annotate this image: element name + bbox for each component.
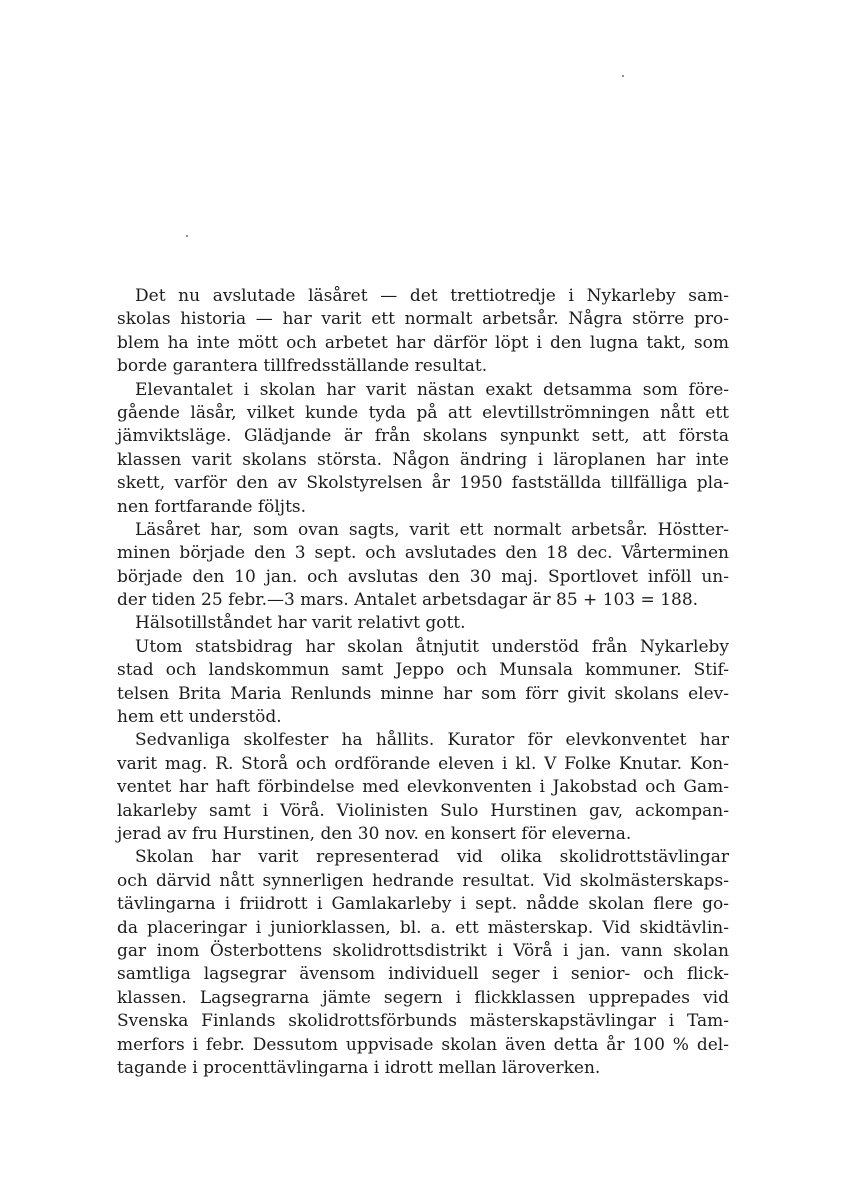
text-line: jämviktsläge. Glädjande är från skolans synpunkt sett, att första: [117, 426, 729, 447]
text-line: hem ett understöd.: [117, 707, 282, 728]
paragraph: [117, 636, 729, 730]
print-speck: [186, 235, 188, 237]
text-line: Det nu avslutade läsåret — det trettiotredje i Nykarleby sam-: [135, 286, 729, 306]
text-line: tävlingarna i friidrott i Gamlakarleby i sept. nådde skolan flere go-: [117, 894, 729, 915]
text-line: varit mag. R. Storå och ordförande eleven i kl. V Folke Knutar. Kon-: [117, 753, 729, 774]
text-line: skolas historia — har varit ett normalt arbetsår. Några större pro-: [117, 309, 729, 330]
text-line: och därvid nått synnerligen hedrande resultat. Vid skolmästerskaps-: [117, 870, 729, 891]
text-line: gående läsår, vilket kunde tyda på att elevtillströmningen nått ett: [117, 402, 729, 423]
text-line: merfors i febr. Dessutom uppvisade skolan även detta år 100 % del-: [117, 1034, 729, 1055]
text-line: började den 10 jan. och avslutas den 30 maj. Sportlovet inföll un-: [117, 566, 729, 587]
text-line: jerad av fru Hurstinen, den 30 nov. en konsert för eleverna.: [117, 823, 632, 844]
paragraph: [117, 846, 729, 1080]
text-line: stad och landskommun samt Jeppo och Munsala kommuner. Stif-: [117, 660, 729, 681]
text-line: Läsåret har, som ovan sagts, varit ett normalt arbetsår. Höstter-: [135, 519, 729, 540]
text-line: ventet har haft förbindelse med elevkonventen i Jakobstad och Gam-: [117, 777, 729, 798]
print-speck: [622, 75, 624, 77]
text-line: gar inom Österbottens skolidrottsdistrikt i Vörå i jan. vann skolan: [117, 940, 729, 961]
text-line: klassen. Lagsegrarna jämte segern i flickklassen upprepades vid: [117, 987, 729, 1008]
text-line: samtliga lagsegrar ävensom individuell seger i senior- och flick-: [117, 964, 729, 985]
text-line: Svenska Finlands skolidrottsförbunds mästerskapstävlingar i Tam-: [117, 1011, 729, 1032]
text-line: tagande i procenttävlingarna i idrott mellan läroverken.: [117, 1057, 601, 1078]
text-line: Hälsotillståndet har varit relativt gott.: [135, 613, 466, 634]
text-line: Utom statsbidrag har skolan åtnjutit understöd från Nykarleby: [135, 636, 729, 657]
text-line: da placeringar i juniorklassen, bl. a. ett mästerskap. Vid skidtävlin-: [117, 917, 729, 938]
text-line: Sedvanliga skolfester ha hållits. Kurator för elevkonventet har: [135, 730, 729, 751]
paragraph: [117, 729, 729, 846]
text-line: nen fortfarande följts.: [117, 496, 307, 517]
text-line: blem ha inte mött och arbetet har därför löpt i den lugna takt, som: [117, 332, 729, 353]
text-line: lakarleby samt i Vörå. Violinisten Sulo Hurstinen gav, ackompan-: [117, 800, 729, 821]
text-line: klassen varit skolans största. Någon ändring i läroplanen har inte: [117, 449, 729, 470]
paragraph: [117, 379, 729, 519]
text-line: Skolan har varit representerad vid olika skolidrottstävlingar: [135, 847, 729, 868]
text-line: Elevantalet i skolan har varit nästan exakt detsamma som före-: [135, 379, 729, 400]
text-line: telsen Brita Maria Renlunds minne har som förr givit skolans elev-: [117, 683, 729, 704]
text-line: borde garantera tillfredsställande resultat.: [117, 356, 488, 377]
paragraph: [117, 285, 729, 379]
text-line: minen började den 3 sept. och avslutades den 18 dec. Vårterminen: [117, 543, 729, 564]
body-text: [117, 285, 729, 1080]
text-line: der tiden 25 febr.—3 mars. Antalet arbetsdagar är 85 + 103 = 188.: [117, 590, 699, 611]
paragraph: [117, 612, 729, 635]
paragraph: [117, 519, 729, 613]
text-line: skett, varför den av Skolstyrelsen år 1950 fastställda tillfälliga pla-: [117, 473, 729, 494]
